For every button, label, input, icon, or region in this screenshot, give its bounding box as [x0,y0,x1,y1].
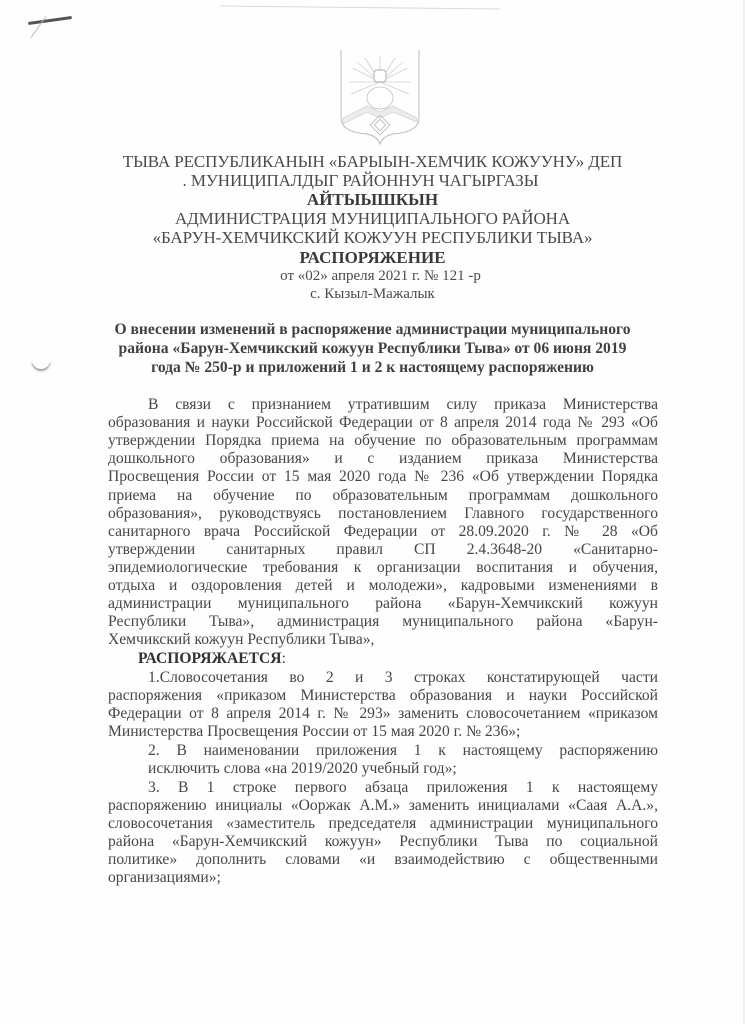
pen-stroke [31,16,47,38]
pen-mark [28,16,72,25]
preamble-line: санитарного врача Российской Федерации от 28.09.2020 г. № 28 «Об [108,523,658,540]
document-date-number: от «02» апреля 2021 г. № 121 -р [280,268,481,284]
order-item-line: 1.Словосочетания во 2 и 3 строках констатирующей части [148,669,658,686]
order-item-line: словосочетания «заместитель председателя администрации муниципального [108,815,658,832]
order-item-line: 2. В наименовании приложения 1 к настоящему распоряжению [148,742,658,759]
order-item-line: распоряжению инициалы «Ооржак А.М.» заменить инициалами «Саая А.А.», [108,797,658,814]
coat-of-arms-emblem [337,48,423,146]
header-russian-line-2: «БАРУН-ХЕМЧИКСКИЙ КОЖУУН РЕСПУБЛИКИ ТЫВА» [152,228,593,247]
document-place: с. Кызыл-Мажалык [310,286,435,302]
preamble-line: Республики Тыва», администрация муниципального района «Барун- [108,613,658,630]
order-item-line: Министерства Просвещения России от 15 мая 2020 г. № 236»; [108,723,521,740]
orders-heading-colon: : [281,650,286,667]
header-russian-line-1: АДМИНИСТРАЦИЯ МУНИЦИПАЛЬНОГО РАЙОНА [175,209,570,228]
preamble-line: Хемчикский кожуун Республики Тыва», [108,631,375,648]
order-item-line: 3. В 1 строке первого абзаца приложения 1 к настоящему [148,779,658,796]
order-item-line: Федерации от 8 апреля 2014 г. № 293» заменить словосочетанием «приказом [108,705,658,722]
preamble-line: утверждении санитарных правил СП 2.4.3648-20 «Санитарно- [108,541,658,558]
preamble-line: В связи с признанием утратившим силу приказа Министерства [148,396,658,413]
order-item-line: района «Барун-Хемчикский кожуун» Республики Тыва по социальной [108,833,658,850]
header-russian-doc-type: РАСПОРЯЖЕНИЕ [299,248,446,267]
document-title-line-2: района «Барун-Хемчикский кожуун Республики Тыва» от 06 июня 2019 [118,340,627,357]
preamble-line: дошкольного образования» и с изданием приказа Министерства [108,450,658,467]
preamble-line: эпидемиологические требования к организации воспитания и обучения, [108,559,658,576]
preamble-line: образования», руководствуясь постановлением Главного государственного [108,505,658,522]
scan-edge-line [220,6,500,10]
order-item-line: политике» дополнить словами «и взаимодействию с общественными [108,851,658,868]
preamble-line: отдыха и оздоровления детей и молодежи», кадровыми изменениями в [108,577,658,594]
orders-heading: РАСПОРЯЖАЕТСЯ [138,650,282,667]
preamble-line: приема на обучение по образовательным программам дошкольного [108,487,658,504]
order-item-line: исключить слова «на 2019/2020 учебный год»; [148,760,457,777]
preamble-line: утверждении Порядка приема на обучение по образовательным программам [108,432,658,449]
document-title-line-3: года № 250-р и приложений 1 и 2 к настоящему распоряжению [151,359,594,376]
order-item-line: организациями»; [108,869,221,886]
document-title-line-1: О внесении изменений в распоряжение администрации муниципального [114,321,631,338]
header-tuvan-line-2: . МУНИЦИПАЛДЫГ РАЙОННУН ЧАГЫРГАЗЫ [182,171,539,190]
orders-heading-line [138,650,658,668]
header-tuvan-doc-type: АЙТЫЫШКЫН [306,190,439,209]
preamble-line: образования и науки Российской Федерации от 8 апреля 2014 года № 293 «Об [108,414,658,431]
header-tuvan-line-1: ТЫВА РЕСПУБЛИКАНЫН «БАРЫЫН-ХЕМЧИК КОЖУУНУ» ДЕП [122,152,623,171]
preamble-line: администрации муниципального района «Барун-Хемчикский кожуун [108,595,658,612]
preamble-line: Просвещения России от 15 мая 2020 года № 236 «Об утверждении Порядка [108,468,658,485]
order-item-line: распоряжения «приказом Министерства образования и науки Российской [108,687,658,704]
